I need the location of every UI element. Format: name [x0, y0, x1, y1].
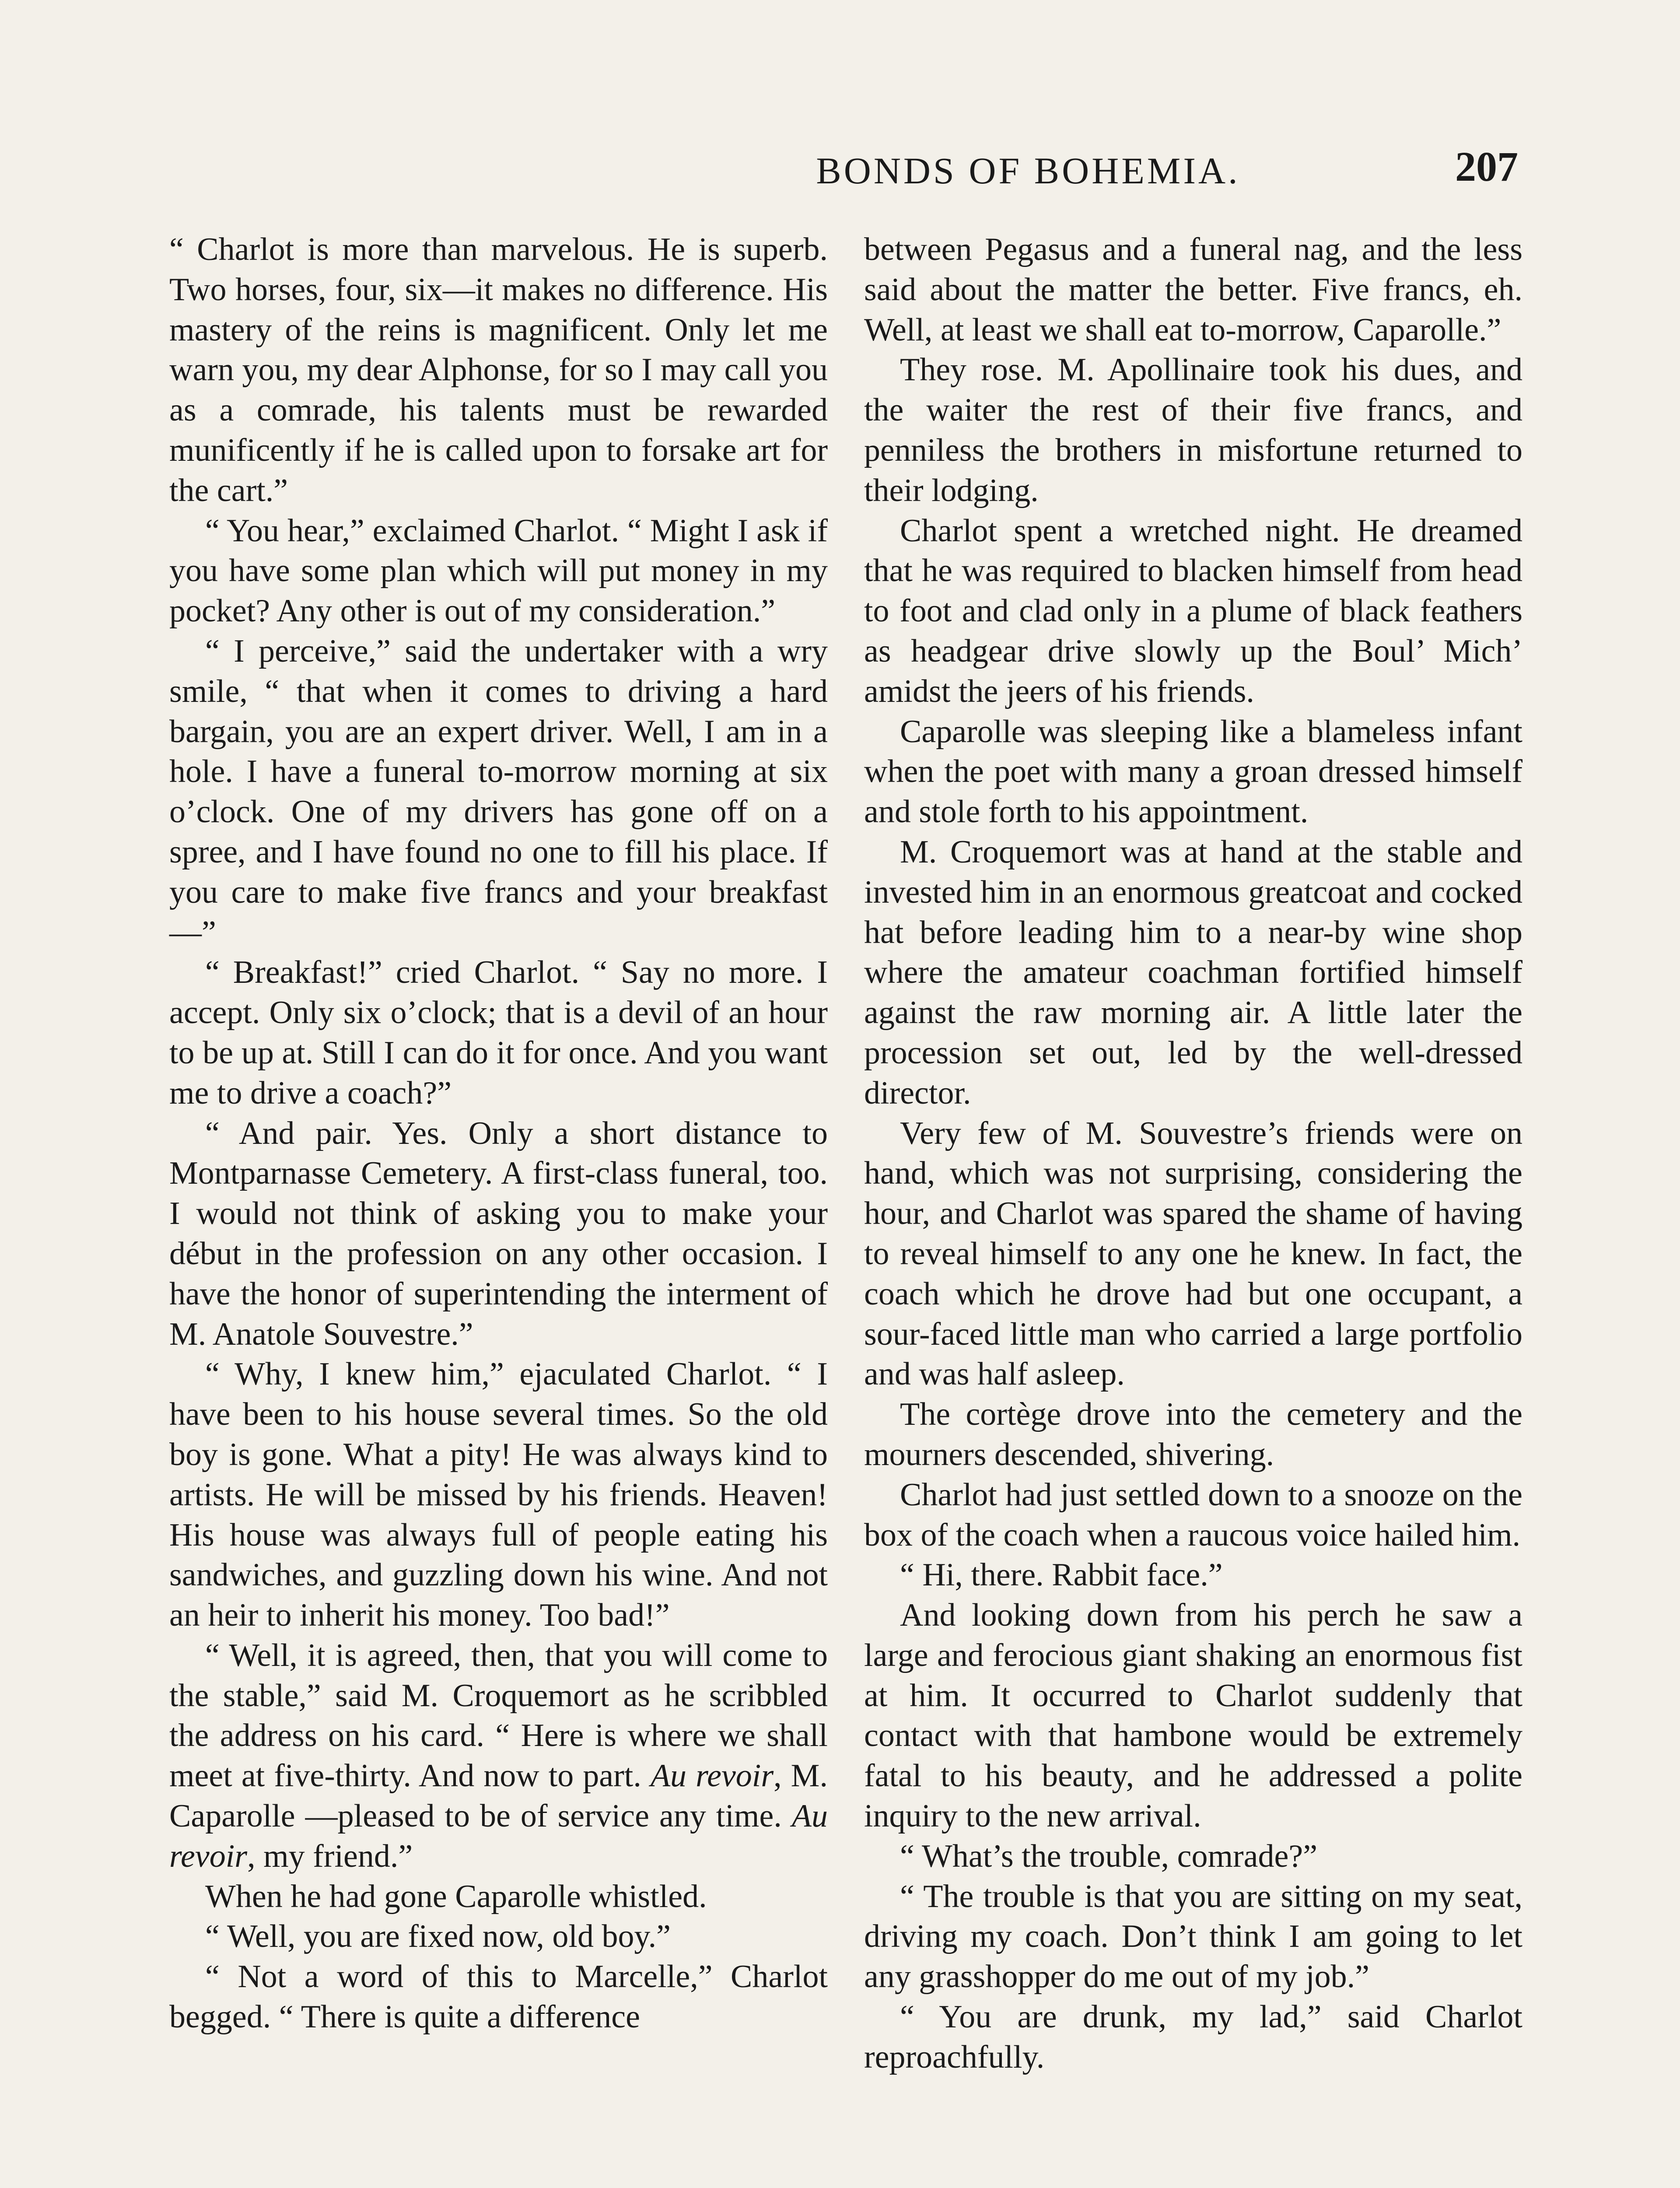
left-text-column [169, 230, 828, 2037]
paragraph: “ Hi, there. Rabbit face.” [900, 1557, 1223, 1593]
paragraph: When he had gone Caparolle whistled. [205, 1878, 707, 1914]
paragraph: “ Well, you are fixed now, old boy.” [205, 1918, 671, 1955]
paragraph: “ And pair. Yes. Only a short distance to Montparnasse Cemetery. A first-class funeral, too. I would not think of asking you to make your début in the profession on any other occasion. I have the honor of superintending the interment of M. Anatole Souvestre.” [169, 1115, 828, 1352]
paragraph: “ What’s the trouble, comrade?” [900, 1838, 1318, 1874]
paragraph: “ Well, it is agreed, then, that you will come to the stable,” said M. Croquemort as he scribbled the address on his card. “ Here is where we shall meet at five-thirty. And now to part. Au revoir, M. Caparolle —pleased to be of service any time. Au revoir, my friend.” [169, 1637, 828, 1874]
paragraph: “ Why, I knew him,” ejaculated Charlot. “ I have been to his house several times. So the old boy is gone. What a pity! He was always kind to artists. He will be missed by his friends. Heaven! His house was always full of people eating his sandwiches, and guzzling down his wine. And not an heir to inherit his money. Too bad!” [169, 1356, 828, 1634]
paragraph: “ Breakfast!” cried Charlot. “ Say no more. I accept. Only six o’clock; that is a devil of an hour to be up at. Still I can do it for once. And you want me to drive a coach?” [169, 954, 828, 1111]
paragraph: Charlot had just settled down to a snooze on the box of the coach when a raucous voice hailed him. [864, 1476, 1522, 1553]
paragraph: They rose. M. Apollinaire took his dues, and the waiter the rest of their five francs, and penniless the brothers in misfortune returned to their lodging. [864, 352, 1522, 508]
paragraph: “ Charlot is more than marvelous. He is superb. Two horses, four, six—it makes no difference. His mastery of the reins is magnificent. Only let me warn you, my dear Alphonse, for so I may call you as a comrade, his talents must be rewarded munificently if he is called upon to forsake art for the cart.” [169, 231, 828, 508]
paragraph: “ You are drunk, my lad,” said Charlot reproachfully. [864, 1999, 1522, 2075]
paragraph: “ The trouble is that you are sitting on my seat, driving my coach. Don’t think I am going to let any grasshopper do me out of my job.” [864, 1878, 1522, 1995]
paragraph: Charlot spent a wretched night. He dreamed that he was required to blacken himself from head to foot and clad only in a plume of black feathers as headgear drive slowly up the Boul’ Mich’ amidst the jeers of his friends. [864, 512, 1522, 709]
paragraph: Very few of M. Souvestre’s friends were on hand, which was not surprising, considering the hour, and Charlot was spared the shame of having to reveal himself to any one he knew. In fact, the coach which he drove had but one occupant, a sour-faced little man who carried a large portfolio and was half asleep. [864, 1115, 1522, 1392]
page-number: 207 [1455, 143, 1518, 190]
paragraph: “ Not a word of this to Marcelle,” Charlot begged. “ There is quite a difference [169, 1959, 828, 2035]
paragraph: And looking down from his perch he saw a large and ferocious giant shaking an enormous fist at him. It occurred to Charlot suddenly that contact with that hambone would be extremely fatal to his beauty, and he addressed a polite inquiry to the new arrival. [864, 1597, 1522, 1834]
paragraph: M. Croquemort was at hand at the stable and invested him in an enormous greatcoat and cocked hat before leading him to a near-by wine shop where the amateur coachman fortified himself against the raw morning air. A little later the procession set out, led by the well-dressed director. [864, 834, 1522, 1111]
paragraph: Caparolle was sleeping like a blameless infant when the poet with many a groan dressed himself and stole forth to his appointment. [864, 713, 1522, 830]
paragraph: The cortège drove into the cemetery and the mourners descended, shivering. [864, 1396, 1522, 1473]
running-title: BONDS OF BOHEMIA. [816, 150, 1240, 192]
paragraph: between Pegasus and a funeral nag, and the less said about the matter the better. Five francs, eh. Well, at least we shall eat to-morrow, Caparolle.” [864, 231, 1522, 348]
right-text-column [864, 230, 1522, 2078]
paragraph: “ You hear,” exclaimed Charlot. “ Might I ask if you have some plan which will put money in my pocket? Any other is out of my consideration.” [169, 512, 828, 629]
paragraph: “ I perceive,” said the undertaker with a wry smile, “ that when it comes to driving a hard bargain, you are an expert driver. Well, I am in a hole. I have a funeral to-morrow morning at six o’clock. One of my drivers has gone off on a spree, and I have found no one to fill his place. If you care to make five francs and your breakfast—” [169, 633, 828, 950]
